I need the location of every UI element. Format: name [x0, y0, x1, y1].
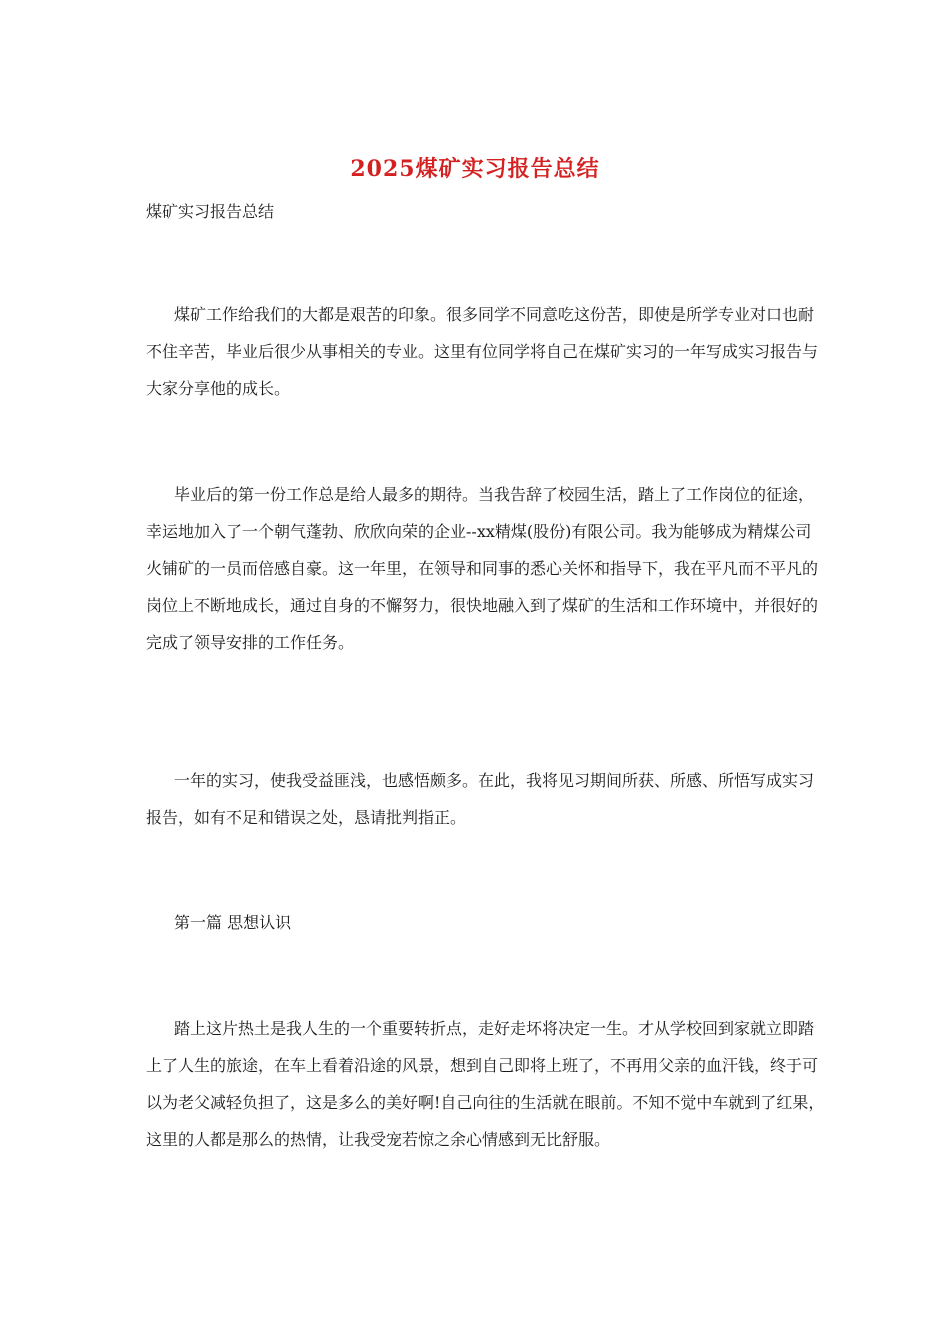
paragraph-journey: 踏上这片热土是我人生的一个重要转折点，走好走坏将决定一生。才从学校回到家就立即踏上了人生的旅途，在车上看着沿途的风景，想到自己即将上班了，不再用父亲的血汗钱，终于可以为老父减轻负担了，这是多么的美好啊!自己向往的生活就在眼前。不知不觉中车就到了红果，这里的人都是那么的热情，让我受宠若惊之余心情感到无比舒服。 [146, 1019, 825, 1149]
paragraph-first-job: 毕业后的第一份工作总是给人最多的期待。当我告辞了校园生活，踏上了工作岗位的征途，幸运地加入了一个朝气蓬勃、欣欣向荣的企业--xx精煤(股份)有限公司。我为能够成为精煤公司火铺矿的一员而倍感自豪。这一年里，在领导和同事的悉心关怀和指导下，我在平凡而不平凡的岗位上不断地成长，通过自身的不懈努力，很快地融入到了煤矿的生活和工作环境中，并很好的完成了领导安排的工作任务。 [146, 485, 819, 652]
paragraph-intro: 煤矿工作给我们的大都是艰苦的印象。很多同学不同意吃这份苦，即使是所学专业对口也耐不住辛苦，毕业后很少从事相关的专业。这里有位同学将自己在煤矿实习的一年写成实习报告与大家分享他的成长。 [146, 305, 819, 398]
paragraph-reflection: 一年的实习，使我受益匪浅，也感悟颇多。在此，我将见习期间所获、所感、所悟写成实习报告，如有不足和错误之处，恳请批判指正。 [146, 771, 815, 827]
section-heading: 第一篇 思想认识 [174, 913, 292, 932]
document-title: 2025煤矿实习报告总结 [350, 156, 600, 182]
document-subtitle: 煤矿实习报告总结 [146, 202, 275, 221]
